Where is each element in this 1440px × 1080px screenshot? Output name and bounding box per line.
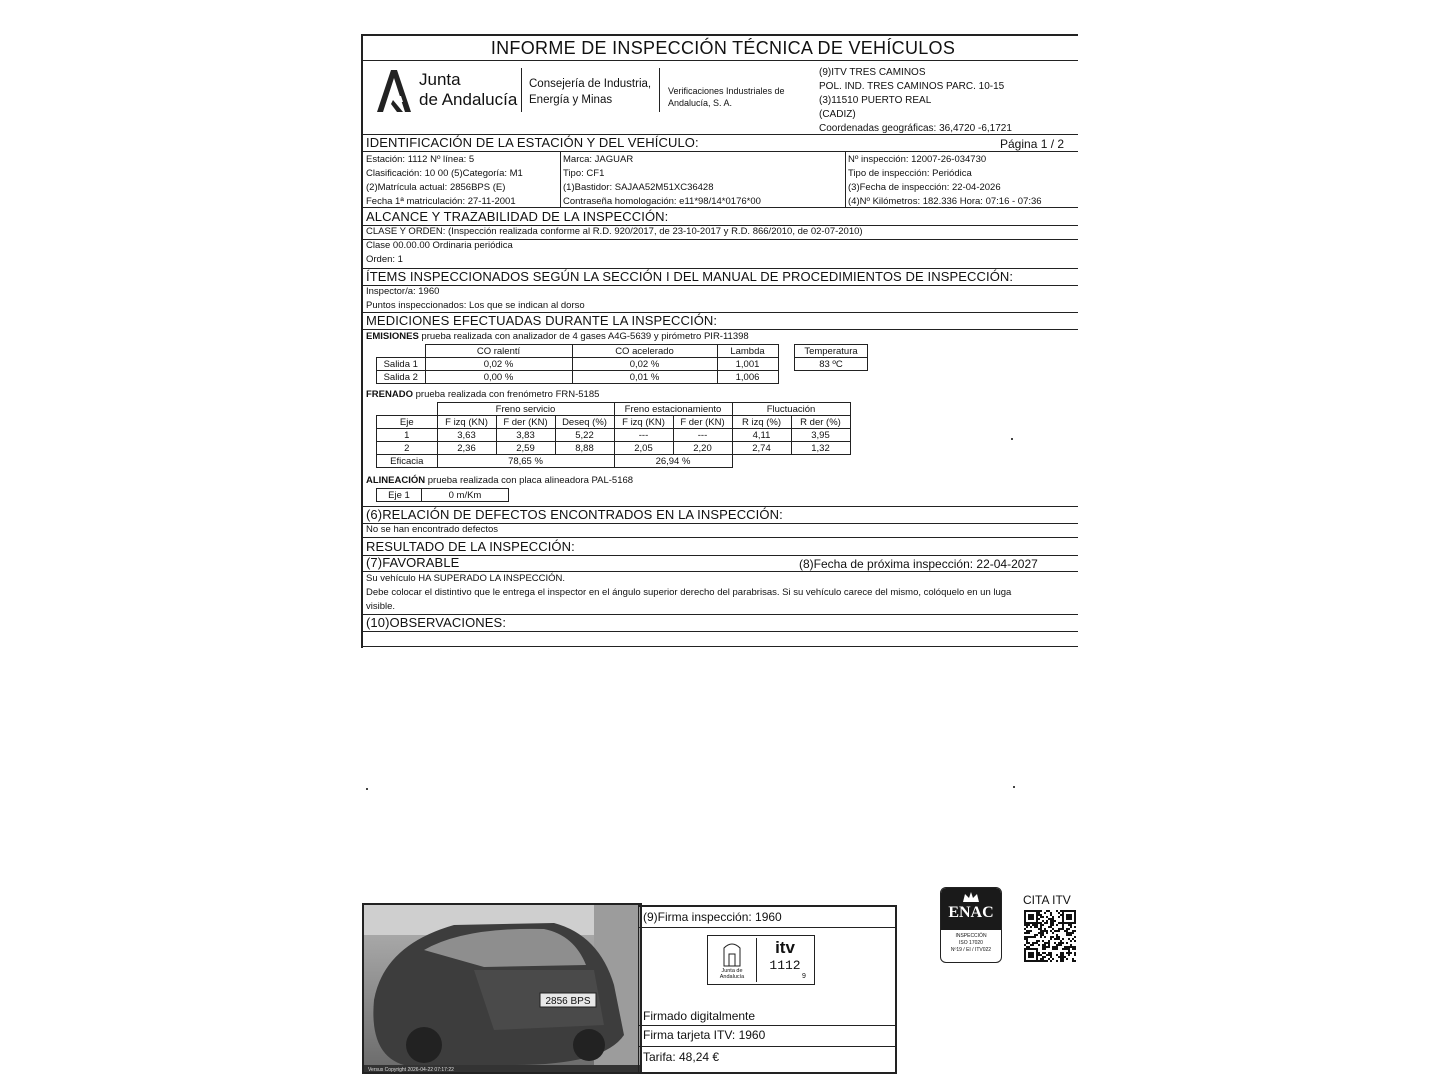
station-line: (3)11510 PUERTO REAL (819, 95, 932, 106)
frenado-table (376, 402, 851, 468)
enac-crown-icon (941, 889, 1001, 905)
eficacia-row (377, 455, 851, 468)
logo-line2: de Andalucía (419, 90, 518, 109)
car-photo-icon (364, 905, 640, 1072)
cell-value: 3,63 (437, 429, 496, 442)
cell-value: 1 (377, 429, 438, 442)
alineacion-table (376, 488, 509, 502)
group-header: Fluctuación (732, 403, 850, 416)
col-header: CO ralentí (425, 345, 572, 358)
station-line: (9)ITV TRES CAMINOS (819, 67, 926, 78)
ident-field: Contraseña homologación: e11*98/14*0176*00 (563, 196, 761, 207)
ident-field: Tipo de inspección: Periódica (848, 168, 972, 179)
cell-value: 2 (377, 442, 438, 455)
cell-value: 4,11 (732, 429, 791, 442)
cell-value: 1,32 (791, 442, 850, 455)
ident-field: Tipo: CF1 (563, 168, 605, 179)
frenado-line (366, 389, 599, 400)
cell-value: 0,02 % (572, 358, 717, 371)
col-header: F izq (KN) (437, 416, 496, 429)
group-header: Freno estacionamiento (614, 403, 732, 416)
row-label: Salida 2 (377, 371, 426, 384)
ident-field: (2)Matrícula actual: 2856BPS (E) (366, 182, 506, 193)
official-stamp (707, 935, 815, 985)
temperatura-label: Temperatura (795, 345, 868, 358)
col-header: F der (KN) (673, 416, 732, 429)
resultado-status: (7)FAVORABLE (366, 555, 460, 570)
qr-code[interactable] (1024, 910, 1076, 962)
inspector: Inspector/a: 1960 (366, 286, 440, 297)
ident-field: Estación: 1112 Nº línea: 5 (366, 154, 475, 165)
firma-tarjeta: Firma tarjeta ITV: 1960 (643, 1028, 766, 1042)
group-header: Freno servicio (437, 403, 614, 416)
ident-col3 (848, 153, 1042, 209)
items-heading: ÍTEMS INSPECCIONADOS SEGÚN LA SECCIÓN I DEL MANUAL DE PROCEDIMIENTOS DE INSPECCIÓN: (366, 269, 1014, 284)
cell-value: 8,88 (555, 442, 614, 455)
verif-line2: Andalucía, S. A. (668, 98, 733, 108)
resultado-line3: visible. (366, 601, 396, 612)
scan-speck (1013, 786, 1015, 788)
stamp-number: 1112 (769, 958, 801, 973)
col-header: R izq (%) (732, 416, 791, 429)
junta-a-icon (373, 66, 415, 116)
qr-code-icon (1024, 910, 1076, 962)
mediciones-heading: MEDICIONES EFECTUADAS DURANTE LA INSPECCIÓN: (366, 313, 718, 328)
cell-value: 2,74 (732, 442, 791, 455)
cell-value: 5,22 (555, 429, 614, 442)
cell-value: --- (614, 429, 673, 442)
ident-field: Clasificación: 10 00 (5)Categoría: M1 (366, 168, 523, 179)
vehicle-photo (362, 903, 642, 1074)
firma-inspeccion: (9)Firma inspección: 1960 (643, 910, 782, 924)
emisiones-text: prueba realizada con analizador de 4 gases A4G-5639 y pirómetro PIR-11398 (418, 331, 749, 342)
enac-line1: INSPECCIÓN (955, 933, 987, 939)
signature-box (638, 905, 897, 1074)
tarifa: Tarifa: 48,24 € (643, 1050, 720, 1064)
proxima-inspeccion: (8)Fecha de próxima inspección: 22-04-2027 (799, 557, 1038, 571)
enac-line2: ISO 17020 (959, 940, 983, 946)
stamp-junta (710, 938, 754, 982)
stamp-junta-label: Junta de Andalucía (719, 968, 745, 980)
table-row (377, 371, 779, 384)
col-header: Eje (377, 416, 438, 429)
col-header: R der (%) (791, 416, 850, 429)
cell-value: 2,20 (673, 442, 732, 455)
table-row (377, 429, 851, 442)
table-row (377, 358, 779, 371)
emisiones-table (376, 344, 779, 384)
ident-field: (4)Nº Kilómetros: 182.336 Hora: 07:16 - 07:36 (848, 196, 1042, 207)
stamp-itv: itv (775, 938, 795, 957)
logo-line1: Junta (419, 70, 461, 89)
plate-text: 2856 BPS (545, 996, 591, 1007)
frenado-label: FRENADO (366, 389, 413, 400)
enac-badge (940, 887, 1002, 963)
resultado-line1: Su vehículo HA SUPERADO LA INSPECCIÓN. (366, 573, 566, 584)
firmado-digitalmente: Firmado digitalmente (643, 1009, 756, 1023)
cita-itv-label: CITA ITV (1023, 893, 1071, 907)
station-line: Coordenadas geográficas: 36,4720 -6,1721 (819, 123, 1012, 134)
cell-value: 2,05 (614, 442, 673, 455)
orden: Orden: 1 (366, 254, 403, 265)
row-label: Salida 1 (377, 358, 426, 371)
cell-value: 3,83 (496, 429, 555, 442)
inspection-report (361, 34, 1078, 648)
temperatura-value: 83 ºC (795, 358, 868, 371)
station-line: POL. IND. TRES CAMINOS PARC. 10-15 (819, 81, 1005, 92)
alineacion-value: 0 m/Km (422, 489, 509, 502)
stamp-small: 9 (802, 973, 806, 980)
cell-value: 3,95 (791, 429, 850, 442)
consejeria-line1: Consejería de Industria, (529, 78, 652, 90)
ident-field: Nº inspección: 12007-26-034730 (848, 154, 987, 165)
defectos-text: No se han encontrado defectos (366, 524, 499, 535)
col-header: Lambda (717, 345, 778, 358)
alineacion-line (366, 475, 633, 486)
cell-value: 1,001 (717, 358, 778, 371)
clase-orden: CLASE Y ORDEN: (Inspección realizada conforme al R.D. 920/2017, de 23-10-2017 y R.D. 866/2010, de 02-07-2010) (366, 226, 863, 237)
frenado-text: prueba realizada con frenómetro FRN-5185 (412, 389, 600, 400)
resultado-heading: RESULTADO DE LA INSPECCIÓN: (366, 539, 575, 554)
emisiones-line (366, 331, 749, 342)
col-header: F der (KN) (496, 416, 555, 429)
ident-field: (3)Fecha de inspección: 22-04-2026 (848, 182, 1001, 193)
enac-line3: Nº19 / EI / ITV022 (950, 947, 992, 953)
table-row (377, 442, 851, 455)
col-header: Deseq (%) (555, 416, 614, 429)
eficacia-label: Eficacia (377, 455, 438, 468)
ident-col2 (563, 153, 761, 209)
junta-seal-icon (710, 938, 754, 968)
cell-value: --- (673, 429, 732, 442)
puntos-inspeccionados: Puntos inspeccionados: Los que se indican al dorso (366, 300, 585, 311)
defectos-heading: (6)RELACIÓN DE DEFECTOS ENCONTRADOS EN LA INSPECCIÓN: (366, 507, 783, 522)
cell-value: 1,006 (717, 371, 778, 384)
identificacion-heading: IDENTIFICACIÓN DE LA ESTACIÓN Y DEL VEHÍCULO: (366, 135, 699, 150)
alineacion-text: prueba realizada con placa alineadora PAL-5168 (425, 475, 634, 486)
scan-speck (1011, 438, 1013, 440)
cell-value: 2,59 (496, 442, 555, 455)
col-header: CO acelerado (572, 345, 717, 358)
cell-value: 0,01 % (572, 371, 717, 384)
ident-field: Marca: JAGUAR (563, 154, 634, 165)
ident-col1 (366, 153, 523, 209)
temperatura-table (794, 344, 868, 371)
observaciones-heading: (10)OBSERVACIONES: (366, 615, 507, 630)
cell-value: 0,00 % (425, 371, 572, 384)
eficacia-estacionamiento: 26,94 % (614, 455, 732, 468)
col-header: F izq (KN) (614, 416, 673, 429)
verif-line1: Verificaciones Industriales de (668, 86, 785, 96)
scan-speck (366, 788, 368, 790)
station-line: (CADIZ) (819, 109, 856, 120)
resultado-line2: Debe colocar el distintivo que le entrega el inspector en el ángulo superior derecho del parabrisas. Si su vehículo carece del mismo, colóquelo en un luga (366, 587, 1012, 598)
page-number: Página 1 / 2 (1000, 137, 1065, 151)
photo-caption: Versus Copyright 2026-04-22 07:17:22 (368, 1067, 454, 1072)
alcance-heading: ALCANCE Y TRAZABILIDAD DE LA INSPECCIÓN: (366, 209, 669, 224)
emisiones-label: EMISIONES (366, 331, 419, 342)
alineacion-eje: Eje 1 (377, 489, 422, 502)
station-info (819, 66, 1012, 136)
clase: Clase 00.00.00 Ordinaria periódica (366, 240, 513, 251)
alineacion-label: ALINEACIÓN (366, 475, 426, 486)
junta-andalucia-logo (373, 66, 523, 116)
enac-logo-text: ENAC (948, 904, 994, 921)
ident-field: (1)Bastidor: SAJAA52M51XC36428 (563, 182, 714, 193)
report-title: INFORME DE INSPECCIÓN TÉCNICA DE VEHÍCULOS (490, 38, 956, 58)
cell-value: 2,36 (437, 442, 496, 455)
ident-field: Fecha 1ª matriculación: 27-11-2001 (366, 196, 516, 207)
consejeria-line2: Energía y Minas (529, 94, 613, 106)
eficacia-servicio: 78,65 % (437, 455, 614, 468)
cell-value: 0,02 % (425, 358, 572, 371)
